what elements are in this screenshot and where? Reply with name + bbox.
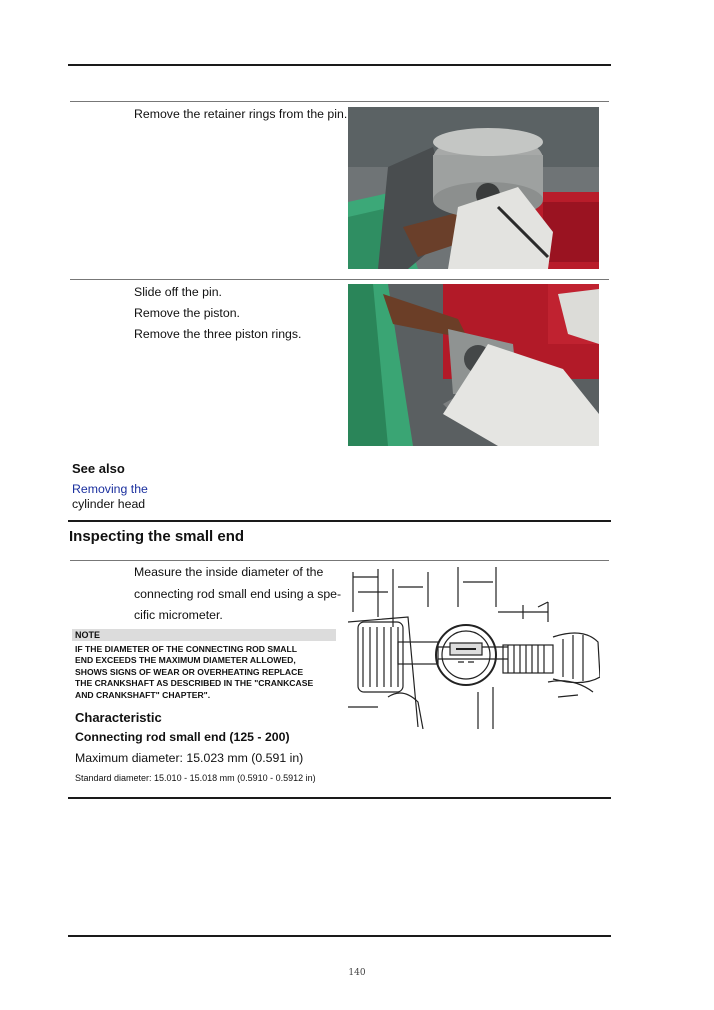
note-body <box>75 644 340 701</box>
see-also-title: See also <box>72 461 125 476</box>
page-number: 140 <box>348 968 366 978</box>
see-also-link[interactable]: Removing the <box>72 482 148 496</box>
note-line3: SHOWS SIGNS OF WEAR OR OVERHEATING REPLACE <box>75 666 304 677</box>
note-header-bar <box>72 629 336 641</box>
section-top-rule <box>68 520 611 522</box>
step2-line1: Slide off the pin. <box>134 285 222 299</box>
step2-line2: Remove the piston. <box>134 306 240 320</box>
standard-diameter: Standard diameter: 15.010 - 15.018 mm (0.5910 - 0.5912 in) <box>75 773 316 783</box>
note-line5: AND CRANKSHAFT" CHAPTER". <box>75 689 211 700</box>
characteristic-subtitle: Connecting rod small end (125 - 200) <box>75 730 290 744</box>
measure-line3: cific micrometer. <box>134 608 223 622</box>
note-label: NOTE <box>75 630 101 640</box>
note-line4: THE CRANKSHAFT AS DESCRIBED IN THE "CRANKCASE <box>75 678 314 689</box>
measure-line1: Measure the inside diameter of the <box>134 565 324 579</box>
characteristic-title: Characteristic <box>75 710 162 725</box>
photo-retainer-rings <box>348 107 599 269</box>
section-title: Inspecting the small end <box>69 528 245 545</box>
header-rule <box>68 64 611 66</box>
maximum-diameter: Maximum diameter: 15.023 mm (0.591 in) <box>75 751 304 765</box>
step1-divider <box>70 101 609 102</box>
section-bottom-rule <box>68 797 611 799</box>
see-also-link-continued: cylinder head <box>72 497 146 511</box>
step1-text: Remove the retainer rings from the pin. <box>134 107 348 121</box>
step2-divider <box>70 279 609 280</box>
section-divider <box>70 560 609 561</box>
photo-piston-removal <box>348 284 599 446</box>
note-line2: END EXCEEDS THE MAXIMUM DIAMETER ALLOWED, <box>75 655 296 666</box>
footer-rule <box>68 935 611 937</box>
step2-line3: Remove the three piston rings. <box>134 327 302 341</box>
micrometer-diagram <box>348 567 600 729</box>
measure-line2: connecting rod small end using a spe- <box>134 587 342 601</box>
note-line1: IF THE DIAMETER OF THE CONNECTING ROD SMALL <box>75 644 297 654</box>
